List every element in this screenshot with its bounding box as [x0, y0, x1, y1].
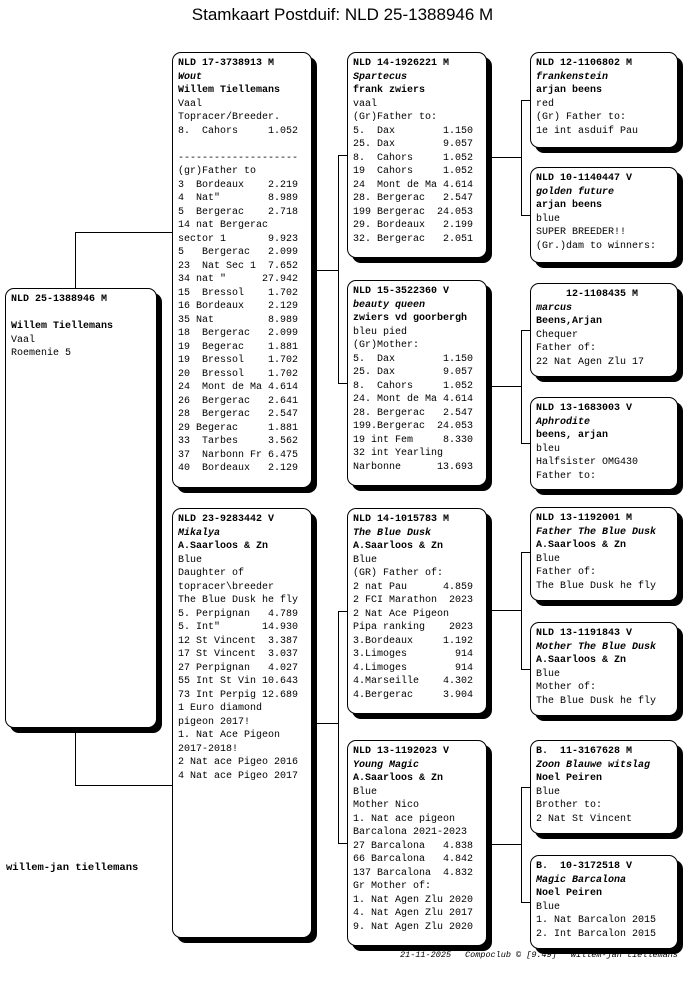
detail-line: 17 St Vincent 3.037 — [178, 649, 299, 660]
pigeon-name: Spartecus — [353, 71, 408, 83]
pigeon-name: golden future — [536, 186, 615, 198]
detail-line: 2 Nat St Vincent — [536, 813, 633, 825]
detail-line: 28. Bergerac 2.547 — [353, 407, 474, 419]
footer-user: willem-jan tiellemans — [570, 950, 678, 960]
ring-number: NLD 13-1191843 V — [536, 628, 633, 639]
detail-line: 32 int Yearling — [353, 448, 444, 459]
pedigree-box-mf — [347, 508, 487, 714]
detail-line: Roemenie 5 — [11, 348, 72, 359]
pedigree-box-father — [172, 52, 312, 488]
detail-line: 35 Nat 8.989 — [178, 314, 299, 326]
detail-line: 66 Barcalona 4.842 — [353, 854, 474, 865]
ring-number: NLD 23-9283442 V — [178, 514, 275, 525]
detail-line: 1. Nat Barcalon 2015 — [536, 915, 657, 926]
connector-line — [75, 728, 76, 786]
detail-line: Blue — [178, 554, 203, 566]
detail-line: (Gr)Father to: — [353, 112, 438, 123]
detail-line: vaal — [353, 98, 378, 110]
detail-line: 34 nat " 27.942 — [178, 274, 299, 285]
detail-line: 4.Bergerac 3.904 — [353, 689, 474, 701]
ring-number: NLD 14-1926221 M — [353, 58, 450, 69]
detail-line: 4.Marseille 4.302 — [353, 676, 474, 687]
connector-line — [521, 669, 530, 670]
detail-line: 8. Cahors 1.052 — [178, 125, 299, 137]
connector-line — [312, 723, 338, 724]
owner-name: frank zwiers — [353, 85, 426, 96]
pedigree-box-mff — [530, 507, 678, 601]
detail-line: (GR) Father of: — [353, 568, 444, 579]
owner-name: Beens,Arjan — [536, 316, 603, 327]
detail-line: 199 Bergerac 24.053 — [353, 206, 474, 218]
owner-name: Willem Tiellemans — [178, 85, 281, 96]
detail-line: 19 Begerac 1.881 — [178, 341, 299, 353]
detail-line: (gr)Father to — [178, 166, 257, 177]
detail-line: Blue — [536, 668, 561, 680]
detail-line: 1. Nat ace pigeon — [353, 813, 456, 825]
detail-line: 25. Dax 9.057 — [353, 139, 474, 150]
detail-line: Blue — [353, 554, 378, 566]
ring-number: NLD 10-1140447 V — [536, 173, 633, 184]
detail-line: SUPER BREEDER!! — [536, 227, 627, 238]
detail-line: blue — [536, 213, 561, 225]
detail-line: 16 Bordeaux 2.129 — [178, 301, 299, 312]
pigeon-name: Mikalya — [178, 527, 221, 539]
owner-name: arjan beens — [536, 200, 603, 211]
detail-line: 22 Nat Agen Zlu 17 — [536, 356, 645, 368]
detail-line: 1 Euro diamond — [178, 703, 263, 714]
pedigree-box-mm — [347, 740, 487, 946]
detail-line: Mother of: — [536, 682, 597, 693]
detail-line: Daughter of — [178, 568, 245, 579]
connector-line — [521, 100, 530, 101]
detail-line: Gr Mother of: — [353, 881, 432, 892]
detail-line: The Blue Dusk he fly — [178, 595, 299, 606]
detail-line: 2 Nat Ace Pigeon — [353, 608, 450, 620]
pigeon-name: Aphrodite — [536, 416, 591, 428]
detail-line: sector 1 9.923 — [178, 233, 299, 245]
connector-line — [521, 787, 530, 788]
footer-date: 21-11-2025 — [400, 950, 452, 960]
detail-line: Barcalona 2021-2023 — [353, 827, 468, 838]
pedigree-box-mmf — [530, 740, 678, 834]
detail-line: 2017-2018! — [178, 743, 239, 755]
connector-line — [338, 155, 339, 383]
detail-line: 5 Bergerac 2.099 — [178, 247, 299, 258]
detail-line: red — [536, 98, 555, 110]
ring-number: NLD 15-3522360 V — [353, 286, 450, 297]
detail-line: 2 nat Pau 4.859 — [353, 581, 474, 593]
detail-line: 2 Nat ace Pigeo 2016 — [178, 757, 299, 768]
pedigree-box-ffm — [530, 167, 678, 263]
connector-line — [521, 552, 522, 669]
detail-line: 40 Bordeaux 2.129 — [178, 463, 299, 474]
detail-line: 199.Bergerac 24.053 — [353, 421, 474, 432]
detail-line: The Blue Dusk he fly — [536, 695, 657, 707]
ring-number: NLD 13-1192001 M — [536, 513, 633, 524]
detail-line: 3.Bordeaux 1.192 — [353, 635, 474, 647]
pedigree-box-mfm — [530, 622, 678, 716]
detail-line: pigeon 2017! — [178, 716, 251, 728]
detail-line: Father to: — [536, 470, 597, 482]
pedigree-box-fm — [347, 280, 487, 486]
detail-line: 1. Nat Ace Pigeon — [178, 730, 281, 741]
detail-line: Topracer/Breeder. — [178, 112, 281, 123]
connector-line — [521, 330, 522, 443]
detail-line: 25. Dax 9.057 — [353, 367, 474, 378]
detail-line: (Gr)Mother: — [353, 340, 420, 351]
connector-line — [487, 610, 521, 611]
ring-number: NLD 17-3738913 M — [178, 58, 275, 69]
pigeon-name: frankenstein — [536, 71, 609, 83]
detail-line: 33 Tarbes 3.562 — [178, 436, 299, 447]
ring-number: NLD 12-1106802 M — [536, 58, 633, 69]
ring-number: NLD 13-1683003 V — [536, 403, 633, 414]
connector-line — [75, 785, 172, 786]
detail-line: Vaal — [178, 98, 203, 110]
pigeon-name: The Blue Dusk — [353, 527, 432, 539]
detail-line: (Gr) Father to: — [536, 112, 627, 123]
connector-line — [338, 611, 339, 843]
ring-number: NLD 25-1388946 M — [11, 294, 108, 305]
footer-app-credit: Compoclub © [9.49] — [465, 950, 557, 960]
connector-line — [521, 902, 530, 903]
detail-line: 26 Bergerac 2.641 — [178, 395, 299, 407]
page-title: Stamkaart Postduif: NLD 25-1388946 M — [191, 5, 494, 24]
detail-line: 3.Limoges 914 — [353, 649, 474, 660]
detail-line: 19 Cahors 1.052 — [353, 166, 474, 177]
ring-number: B. 11-3167628 M — [536, 746, 633, 757]
detail-line: 29 Begerac 1.881 — [178, 422, 299, 434]
pedigree-box-subject — [5, 288, 157, 728]
pedigree-box-mmm — [530, 855, 678, 949]
pigeon-name: beauty queen — [353, 299, 426, 311]
detail-line: 4. Nat Agen Zlu 2017 — [353, 908, 474, 919]
pedigree-box-mother — [172, 508, 312, 938]
detail-line: 73 Int Perpig 12.689 — [178, 689, 299, 701]
owner-name: zwiers vd goorbergh — [353, 313, 468, 324]
detail-line: bleu pied — [353, 326, 408, 338]
ring-number: NLD 13-1192023 V — [353, 746, 450, 757]
detail-line: 1. Nat Agen Zlu 2020 — [353, 894, 474, 906]
detail-line: 28. Bergerac 2.547 — [353, 193, 474, 204]
connector-line — [521, 100, 522, 215]
owner-name: Noel Peiren — [536, 773, 603, 784]
pigeon-name: Zoon Blauwe witslag — [536, 759, 651, 771]
connector-line — [75, 232, 76, 289]
connector-line — [487, 844, 521, 845]
pigeon-name: Wout — [178, 71, 203, 83]
detail-line: 24. Mont de Ma 4.614 — [353, 394, 474, 405]
detail-line: The Blue Dusk he fly — [536, 580, 657, 592]
detail-line: 4.Limoges 914 — [353, 662, 474, 674]
detail-line: Pipa ranking 2023 — [353, 622, 474, 633]
pigeon-name: Young Magic — [353, 759, 420, 771]
connector-line — [338, 383, 347, 384]
detail-line: Chequer — [536, 329, 579, 341]
owner-name: A.Saarloos & Zn — [536, 540, 627, 551]
owner-name: A.Saarloos & Zn — [178, 541, 269, 552]
detail-line: Father of: — [536, 567, 597, 578]
detail-line: 15 Bressol 1.702 — [178, 287, 299, 299]
detail-line: 12 St Vincent 3.387 — [178, 635, 299, 647]
detail-line: Blue — [536, 786, 561, 798]
owner-name: Willem Tiellemans — [11, 321, 114, 332]
connector-line — [521, 552, 530, 553]
detail-line: 9. Nat Agen Zlu 2020 — [353, 921, 474, 933]
footer-credits — [400, 950, 678, 960]
detail-line: 2. Int Barcalon 2015 — [536, 928, 657, 940]
detail-line: 4 Nat ace Pigeo 2017 — [178, 770, 299, 782]
detail-line: 5. Dax 1.150 — [353, 125, 474, 137]
detail-line: 19 Bressol 1.702 — [178, 355, 299, 366]
detail-line: 19 int Fem 8.330 — [353, 434, 474, 446]
detail-line: 5. Perpignan 4.789 — [178, 608, 299, 620]
detail-line: Mother Nico — [353, 800, 420, 811]
owner-name: A.Saarloos & Zn — [353, 541, 444, 552]
pigeon-name: Magic Barcalona — [536, 874, 627, 886]
pigeon-name: Mother The Blue Dusk — [536, 641, 657, 653]
ring-number: B. 10-3172518 V — [536, 861, 633, 872]
detail-line: 2 FCI Marathon 2023 — [353, 595, 474, 606]
pigeon-name: Father The Blue Dusk — [536, 526, 657, 538]
connector-line — [338, 155, 347, 156]
detail-line: Blue — [536, 901, 561, 913]
connector-line — [338, 843, 347, 844]
connector-line — [521, 330, 530, 331]
detail-line: 137 Barcalona 4.832 — [353, 867, 474, 879]
connector-line — [312, 270, 338, 271]
detail-line: Blue — [353, 786, 378, 798]
connector-line — [521, 215, 530, 216]
connector-line — [487, 386, 521, 387]
owner-name: beens, arjan — [536, 430, 609, 441]
detail-line — [178, 138, 306, 152]
detail-line: 3 Bordeaux 2.219 — [178, 179, 299, 191]
owner-name: A.Saarloos & Zn — [353, 773, 444, 784]
detail-line: 5. Dax 1.150 — [353, 353, 474, 365]
detail-line: 5 Bergerac 2.718 — [178, 206, 299, 218]
pedigree-box-fmm — [530, 397, 678, 490]
pedigree-box-ff — [347, 52, 487, 258]
detail-line: 28 Bergerac 2.547 — [178, 409, 299, 420]
detail-line: 24 Mont de Ma 4.614 — [178, 382, 299, 393]
detail-line: 1e int asduif Pau — [536, 125, 639, 137]
detail-line: 37 Narbonn Fr 6.475 — [178, 449, 299, 461]
detail-line: 27 Barcalona 4.838 — [353, 840, 474, 852]
detail-line — [11, 307, 151, 321]
detail-line: 55 Int St Vin 10.643 — [178, 676, 299, 687]
detail-line: 29. Bordeaux 2.199 — [353, 220, 474, 231]
detail-line: bleu — [536, 443, 561, 455]
owner-signature: willem-jan tiellemans — [6, 862, 139, 874]
detail-line: 27 Perpignan 4.027 — [178, 662, 299, 674]
detail-line: 8. Cahors 1.052 — [353, 152, 474, 164]
pigeon-name: marcus — [536, 302, 573, 314]
ring-number: NLD 14-1015783 M — [353, 514, 450, 525]
detail-line: 14 nat Bergerac — [178, 220, 269, 231]
detail-line: 24 Mont de Ma 4.614 — [353, 179, 474, 191]
pedigree-box-fmf — [530, 283, 678, 377]
connector-line — [487, 157, 521, 158]
detail-line: 8. Cahors 1.052 — [353, 380, 474, 392]
detail-line: 4 Nat" 8.989 — [178, 193, 299, 204]
detail-line: Father of: — [536, 343, 597, 354]
ring-number: 12-1108435 M — [536, 289, 639, 300]
detail-line: 23 Nat Sec 1 7.652 — [178, 260, 299, 272]
detail-line: Halfsister OMG430 — [536, 457, 639, 468]
detail-line: Vaal — [11, 334, 36, 346]
connector-line — [75, 232, 172, 233]
detail-line: topracer\breeder — [178, 581, 275, 593]
detail-line: (Gr.)dam to winners: — [536, 240, 657, 252]
detail-line: 18 Bergerac 2.099 — [178, 328, 299, 339]
detail-line: 32. Bergerac 2.051 — [353, 233, 474, 245]
pedigree-box-fff — [530, 52, 678, 148]
connector-line — [338, 611, 347, 612]
detail-line: Narbonne 13.693 — [353, 461, 474, 473]
detail-line: 5. Int" 14.930 — [178, 622, 299, 633]
owner-name: Noel Peiren — [536, 888, 603, 899]
connector-line — [521, 443, 530, 444]
connector-line — [521, 787, 522, 902]
owner-name: arjan beens — [536, 85, 603, 96]
detail-line: 20 Bressol 1.702 — [178, 368, 299, 380]
detail-line: Blue — [536, 553, 561, 565]
owner-name: A.Saarloos & Zn — [536, 655, 627, 666]
detail-line: -------------------- — [178, 152, 299, 164]
detail-line: Brother to: — [536, 800, 603, 811]
